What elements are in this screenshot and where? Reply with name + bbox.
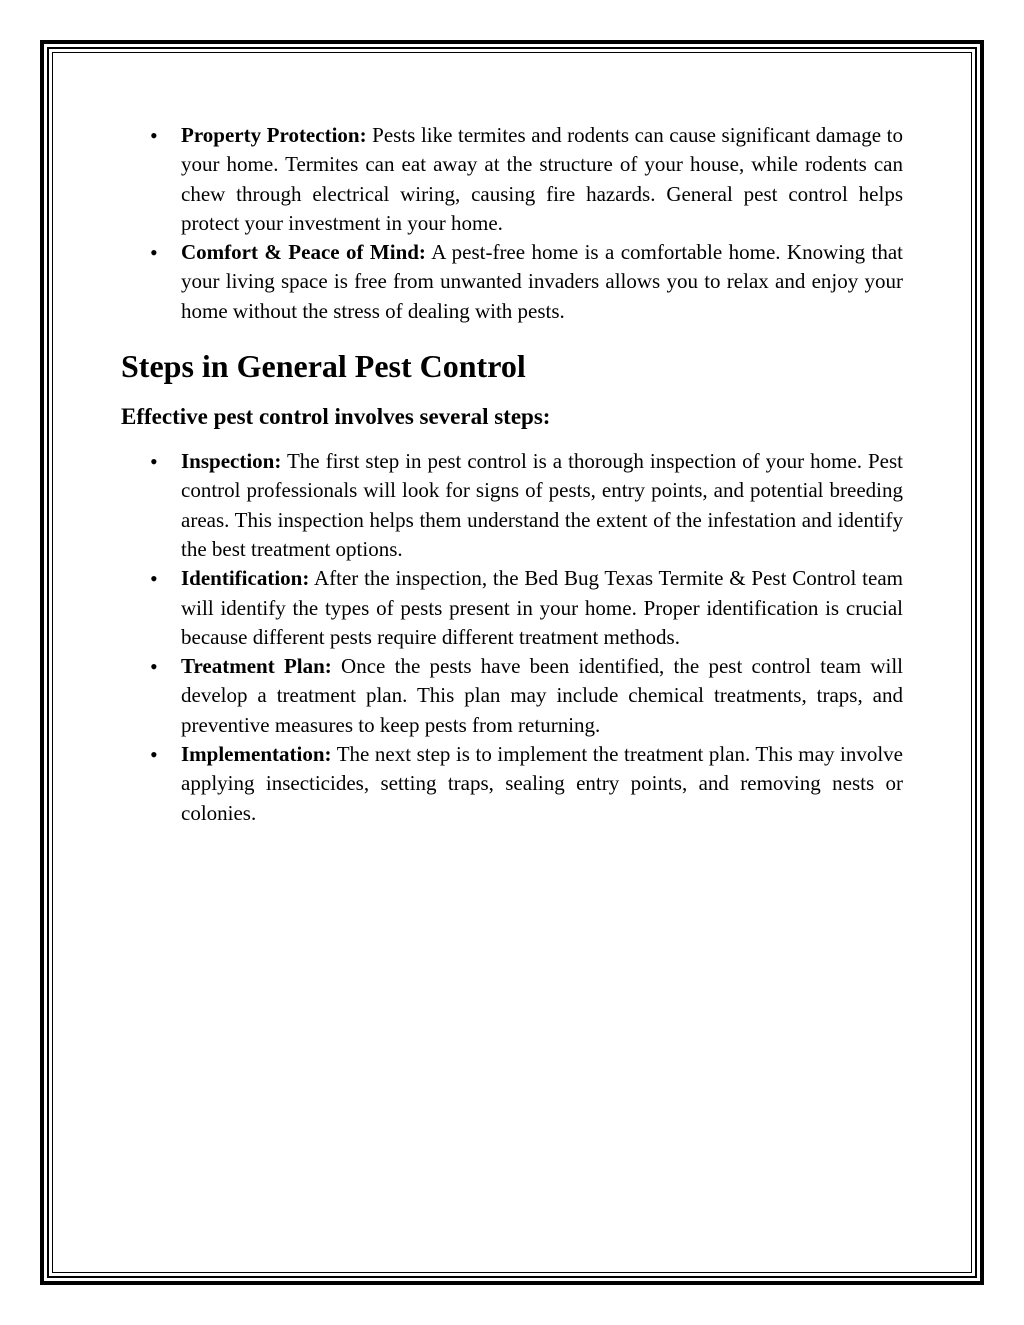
list-item [121, 652, 903, 740]
bullet-text: The next step is to implement the treatment plan. This may involve applying insecticides, setting traps, sealing entry points, and removing nests or colonies. [181, 742, 904, 825]
bullet-text: The first step in pest control is a thorough inspection of your home. Pest control professionals will look for signs of pests, entry points, and potential breeding areas. This inspection helps them understand the extent of the infestation and identify the best treatment options. [181, 449, 903, 561]
bullet-icon: • [150, 654, 158, 680]
bullet-term: Comfort & Peace of Mind: [181, 240, 426, 265]
benefits-list [121, 121, 903, 326]
bullet-term: Property Protection: [181, 123, 367, 147]
bullet-text: Once the pests have been identified, the pest control team will develop a treatment plan. This plan may include chemical treatments, traps, and preventive measures to keep pests from returning. [181, 654, 903, 737]
bullet-icon: • [150, 566, 158, 592]
list-item [121, 447, 903, 564]
bullet-term: Treatment Plan: [181, 654, 332, 679]
bullet-icon: • [150, 742, 158, 768]
bullet-text: Pests like termites and rodents can cause significant damage to your home. Termites can eat away at the structure of your house, while rodents can chew through electrical wiring, causing fire hazards. General pest control helps protect your investment in your home. [181, 123, 903, 235]
bullet-term: Identification: [181, 566, 310, 591]
page-content [121, 121, 903, 828]
list-item [121, 238, 903, 326]
bullet-text: After the inspection, the Bed Bug Texas Termite & Pest Control team will identify the types of pests present in your home. Proper identification is crucial because different pests require different treatment methods. [181, 566, 903, 649]
bullet-icon: • [150, 449, 158, 475]
list-item [121, 740, 903, 828]
bullet-icon: • [150, 123, 158, 148]
bullet-term: Implementation: [181, 742, 332, 767]
bullet-icon: • [150, 240, 158, 266]
section-heading: Steps in General Pest Control [121, 348, 526, 385]
bullet-text: A pest-free home is a comfortable home. Knowing that your living space is free from unwanted invaders allows you to relax and enjoy your home without the stress of dealing with pests. [181, 240, 904, 323]
list-item [121, 564, 903, 652]
bullet-term: Inspection: [181, 449, 282, 474]
section-subheading: Effective pest control involves several steps: [121, 404, 551, 430]
steps-list [121, 447, 903, 828]
list-item [121, 121, 903, 238]
